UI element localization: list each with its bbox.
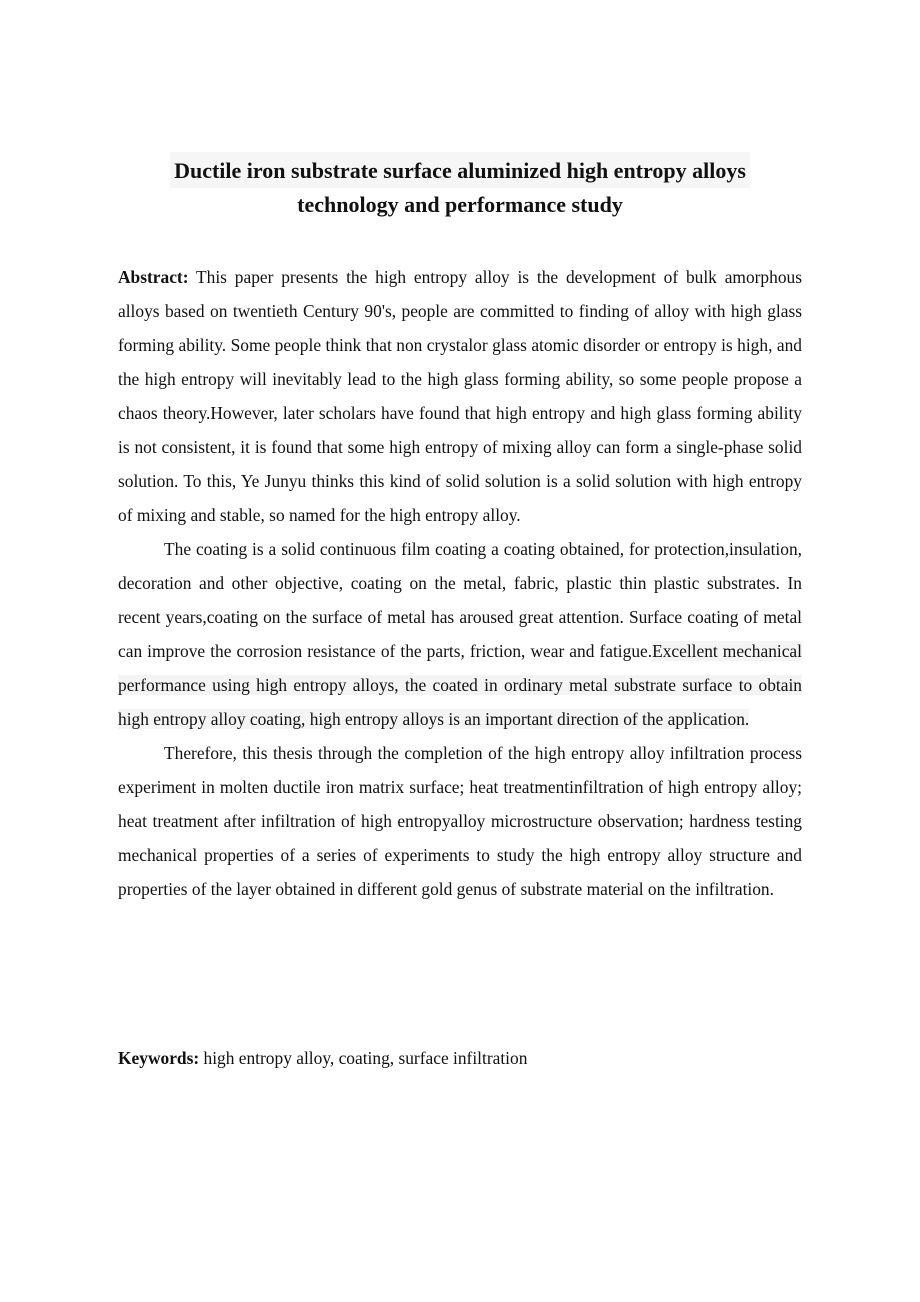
abstract-text-2a: The coating is a solid continuous film coating a coating obtained, for protection,insulation, decoration and other objective, coating on the metal, fabric, plastic thin plastic substrates. In recent years,coating on the surface of metal has aroused great attention. Surface coating of metal can improve the corrosion resistance of the parts, friction, wear and fatigue. <box>118 539 802 661</box>
abstract-section <box>118 260 802 906</box>
keywords-text: high entropy alloy, coating, surface infiltration <box>199 1048 528 1068</box>
abstract-paragraph-1 <box>118 260 802 532</box>
keywords-line <box>118 1041 802 1075</box>
keywords-label: Keywords: <box>118 1048 200 1068</box>
abstract-paragraph-3: Therefore, this thesis through the completion of the high entropy alloy infiltration process experiment in molten ductile iron matrix surface; heat treatmentinfiltration of high entropy alloy; heat treatment after infiltration of high entropyalloy microstructure observation; hardness testing mechanical properties of a series of experiments to study the high entropy alloy structure and properties of the layer obtained in different gold genus of substrate material on the infiltration. <box>118 743 802 899</box>
abstract-text-2b: Excellent mechanical performance using high entropy alloys, the coated in ordinary metal substrate surface to obtain high entropy alloy coating, high entropy alloys is an important direction of the application. <box>118 641 802 729</box>
document-title <box>118 152 802 222</box>
title-line-1: Ductile iron substrate surface aluminized high entropy alloys <box>118 152 802 188</box>
title-line-2: technology and performance study <box>297 192 623 217</box>
abstract-paragraph-2 <box>118 532 802 736</box>
abstract-text-1: This paper presents the high entropy alloy is the development of bulk amorphous alloys based on twentieth Century 90's, people are committed to finding of alloy with high glass forming ability. Some people think that non crystalor glass atomic disorder or entropy is high, and the high entropy will inevitably lead to the high glass forming ability, so some people propose a chaos theory.However, later scholars have found that high entropy and high glass forming ability is not consistent, it is found that some high entropy of mixing alloy can form a single-phase solid solution. To this, Ye Junyu thinks this kind of solid solution is a solid solution with high entropy of mixing and stable, so named for the high entropy alloy. <box>118 267 802 525</box>
abstract-label: Abstract: <box>118 267 189 287</box>
